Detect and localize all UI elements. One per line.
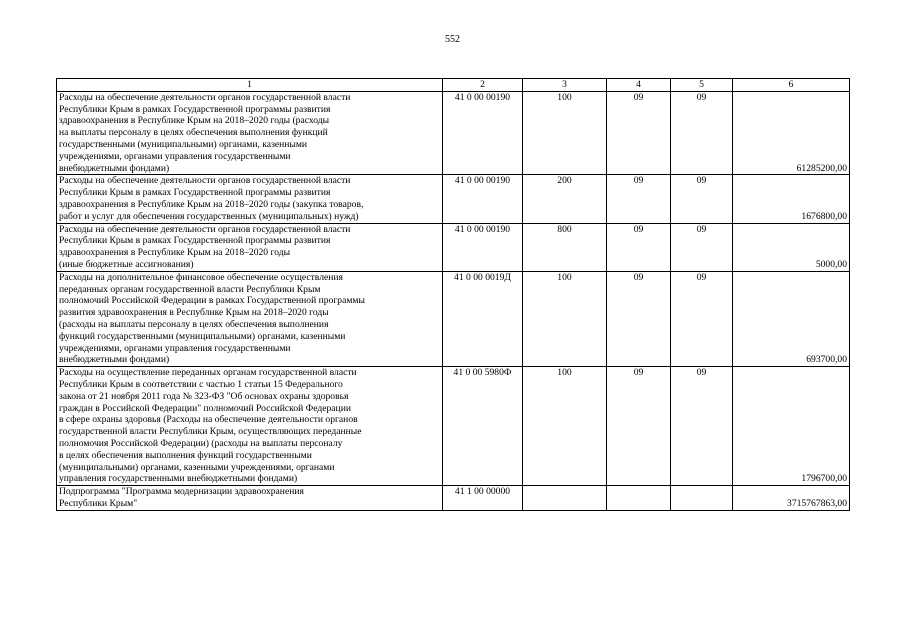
amount-cell: 5000,00: [733, 223, 850, 271]
section-cell: 09: [607, 223, 671, 271]
description-line: Расходы на обеспечение деятельности органов государственной власти: [59, 223, 351, 235]
target-code-cell: 41 1 00 00000: [443, 486, 523, 511]
subsection-cell: 09: [671, 271, 733, 366]
expense-type-cell: 100: [523, 367, 607, 486]
description-line: Расходы на обеспечение деятельности органов государственной власти: [59, 175, 351, 187]
description-line: управления государственными внебюджетными фондами): [59, 473, 298, 485]
description-line: Расходы на обеспечение деятельности органов государственной власти: [59, 91, 351, 103]
column-header: 2: [443, 79, 523, 92]
table-row: [57, 175, 850, 223]
table-row: [57, 367, 850, 486]
table-row: [57, 486, 850, 511]
target-code-cell: 41 0 00 0019Д: [443, 271, 523, 366]
subsection-cell: 09: [671, 223, 733, 271]
expense-type-cell: 800: [523, 223, 607, 271]
description-line: (муниципальными) органами, казенными учреждениями, органами: [59, 461, 335, 473]
section-cell: [607, 486, 671, 511]
expense-type-cell: 100: [523, 91, 607, 175]
description-line: Расходы на дополнительное финансовое обеспечение осуществления: [59, 271, 343, 283]
section-cell: 09: [607, 91, 671, 175]
amount-cell: 61285200,00: [733, 91, 850, 175]
description-line: учреждениями, органами управления государственными: [59, 150, 291, 162]
description-line: Расходы на осуществление переданных органам государственной власти: [59, 367, 357, 379]
expense-type-cell: 200: [523, 175, 607, 223]
budget-table: [56, 78, 850, 511]
description-line: развития здравоохранения в Республике Крым на 2018–2020 годы: [59, 307, 329, 319]
description-line: (расходы на выплаты персоналу в целях обеспечения выполнения: [59, 318, 329, 330]
description-line: в сфере охраны здоровья (Расходы на обеспечение деятельности органов: [59, 414, 358, 426]
description-line: государственными (муниципальными) органами, казенными: [59, 138, 308, 150]
description-line: государственной власти Республики Крым, осуществляющих переданные: [59, 426, 362, 438]
description-line: Республики Крым": [59, 497, 138, 509]
subsection-cell: 09: [671, 367, 733, 486]
amount-cell: 693700,00: [733, 271, 850, 366]
subsection-cell: 09: [671, 91, 733, 175]
description-line: учреждениями, органами управления государственными: [59, 342, 291, 354]
amount-cell: 3715767863,00: [733, 486, 850, 511]
table-header-row: [57, 79, 850, 92]
description-line: Подпрограмма "Программа модернизации здравоохранения: [59, 486, 304, 498]
description-line: здравоохранения в Республике Крым на 2018–2020 годы (закупка товаров,: [59, 198, 364, 210]
description-line: функций государственными (муниципальными) органами, казенными: [59, 330, 346, 342]
expense-type-cell: 100: [523, 271, 607, 366]
subsection-cell: [671, 486, 733, 511]
description-line: Республики Крым в рамках Государственной программы развития: [59, 235, 331, 247]
section-cell: 09: [607, 271, 671, 366]
table-row: [57, 91, 850, 175]
section-cell: 09: [607, 367, 671, 486]
description-line: закона от 21 ноября 2011 года № 323-ФЗ "Об основах охраны здоровья: [59, 390, 349, 402]
expense-description: [57, 367, 443, 486]
amount-cell: 1676800,00: [733, 175, 850, 223]
column-header: 3: [523, 79, 607, 92]
expense-description: [57, 486, 443, 511]
section-cell: 09: [607, 175, 671, 223]
target-code-cell: 41 0 00 00190: [443, 91, 523, 175]
description-line: полномочий Российской Федерации в рамках Государственной программы: [59, 295, 365, 307]
amount-cell: 1796700,00: [733, 367, 850, 486]
page-number: 552: [445, 34, 460, 45]
description-line: здравоохранения в Республике Крым на 2018–2020 годы (расходы: [59, 115, 330, 127]
subsection-cell: 09: [671, 175, 733, 223]
expense-type-cell: [523, 486, 607, 511]
description-line: граждан в Российской Федерации" полномочий Российской Федерации: [59, 402, 351, 414]
description-line: работ и услуг для обеспечения государственных (муниципальных) нужд): [59, 210, 359, 222]
column-header: 1: [57, 79, 443, 92]
target-code-cell: 41 0 00 00190: [443, 223, 523, 271]
target-code-cell: 41 0 00 5980Ф: [443, 367, 523, 486]
description-line: в целях обеспечения выполнения функций государственными: [59, 449, 312, 461]
description-line: (иные бюджетные ассигнования): [59, 258, 194, 270]
description-line: Республики Крым в соответствии с частью 1 статьи 15 Федерального: [59, 378, 343, 390]
description-line: на выплаты персоналу в целях обеспечения выполнения функций: [59, 127, 328, 139]
description-line: внебюджетными фондами): [59, 354, 170, 366]
description-line: здравоохранения в Республике Крым на 2018–2020 годы: [59, 247, 291, 259]
description-line: полномочия Российской Федерации) (расходы на выплаты персоналу: [59, 437, 343, 449]
target-code-cell: 41 0 00 00190: [443, 175, 523, 223]
description-line: Республики Крым в рамках Государственной программы развития: [59, 103, 331, 115]
expense-description: [57, 223, 443, 271]
description-line: переданных органам государственной власти Республики Крым: [59, 283, 321, 295]
table-row: [57, 223, 850, 271]
column-header: 6: [733, 79, 850, 92]
description-line: внебюджетными фондами): [59, 162, 170, 174]
expense-description: [57, 175, 443, 223]
expense-description: [57, 271, 443, 366]
description-line: Республики Крым в рамках Государственной программы развития: [59, 187, 331, 199]
column-header: 4: [607, 79, 671, 92]
expense-description: [57, 91, 443, 175]
column-header: 5: [671, 79, 733, 92]
table-row: [57, 271, 850, 366]
